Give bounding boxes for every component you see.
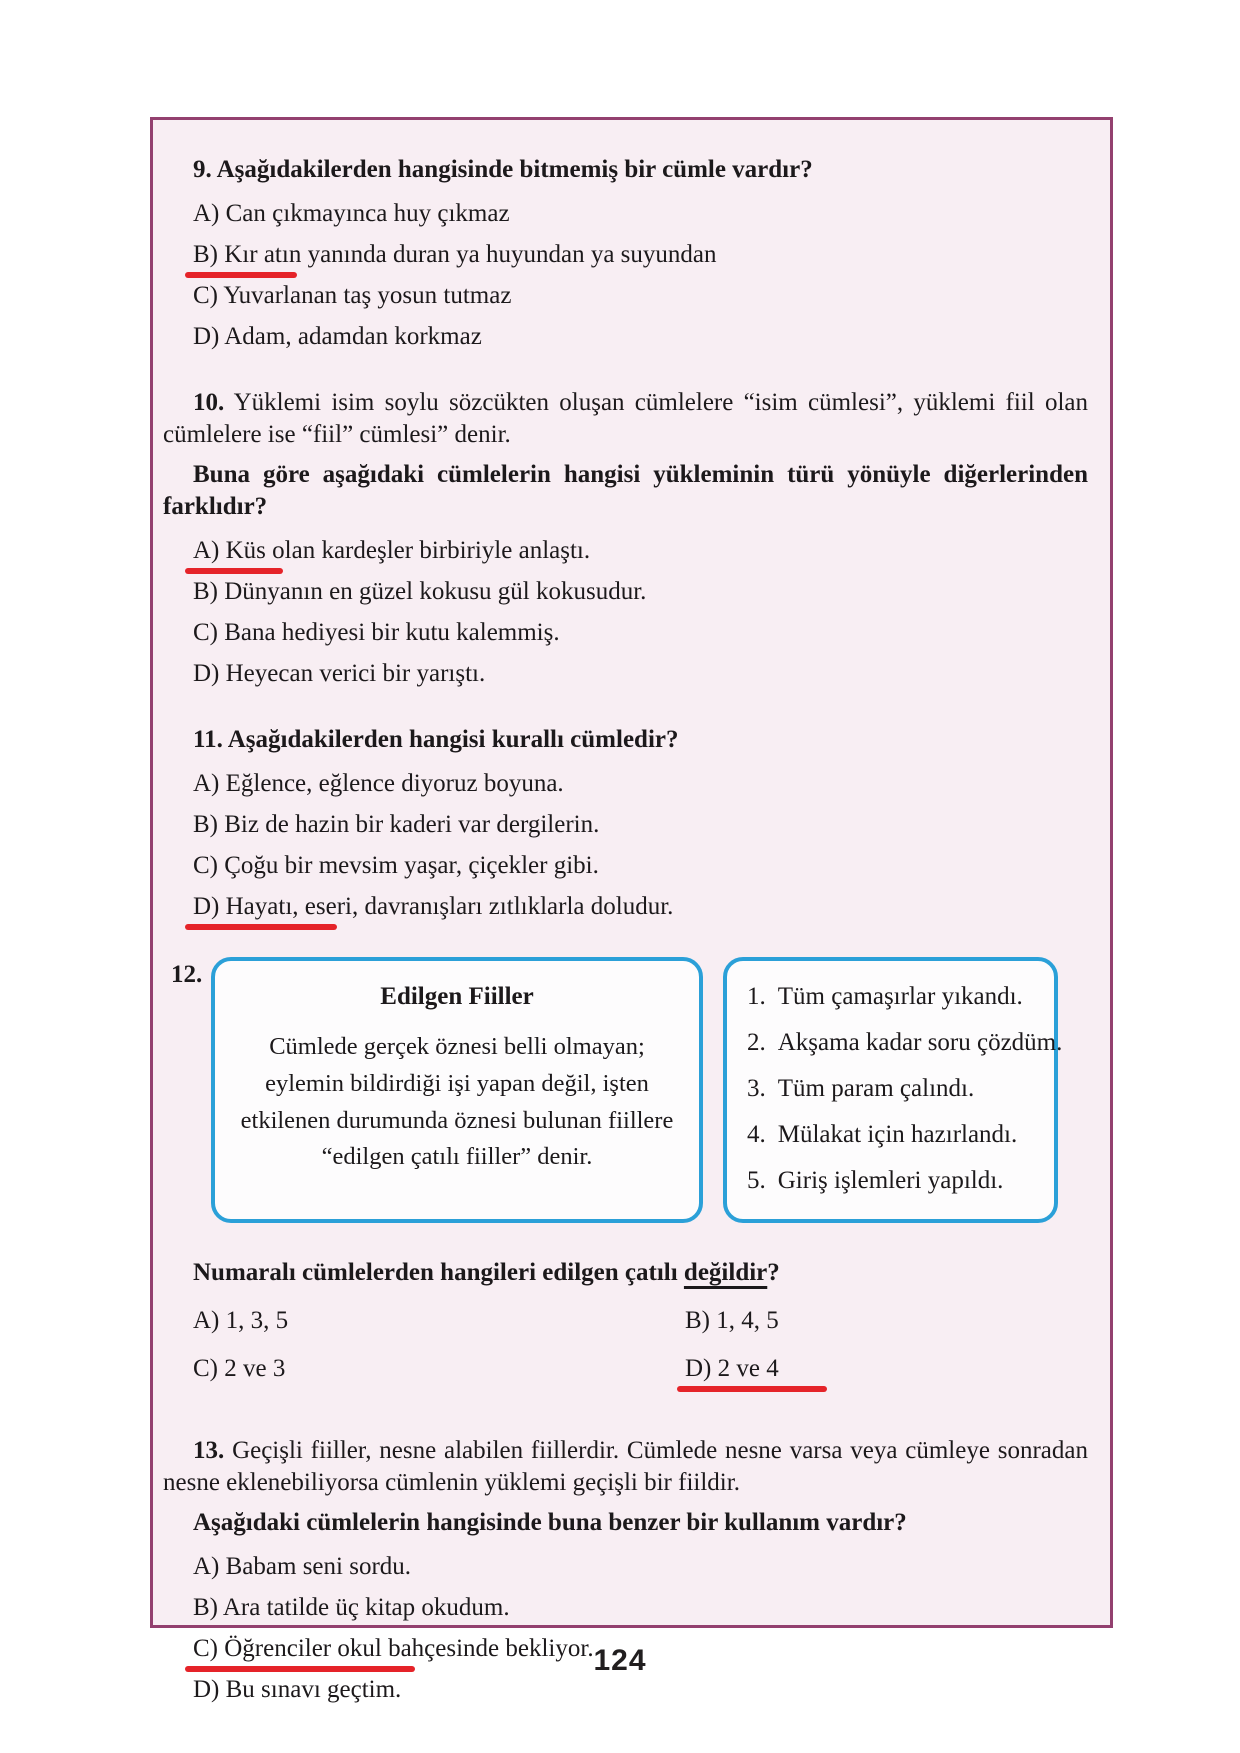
info-box-title: Edilgen Fiiller xyxy=(380,983,534,1010)
sentence-text: Mülakat için hazırlandı. xyxy=(777,1121,1018,1148)
stem-text: Numaralı cümlelerden hangileri edilgen çatılı xyxy=(193,1259,684,1286)
sentence-text: Giriş işlemleri yapıldı. xyxy=(777,1167,1004,1194)
option-text: D) Bu sınavı geçtim. xyxy=(193,1676,402,1703)
question-9-option-c xyxy=(163,280,1088,312)
sentence-number: 4. xyxy=(747,1121,766,1148)
info-box-body: Cümlede gerçek öznesi belli olmayan; eylemin bildirdiği işi yapan değil, işten etkilenen durumunda öznesi bulunan fiillere “edilgen çatılı fiiller” denir. xyxy=(240,1033,674,1171)
page-number: 124 xyxy=(593,1644,647,1677)
sentence-text: Tüm çamaşırlar yıkandı. xyxy=(777,983,1023,1010)
question-13-intro xyxy=(163,1435,1088,1499)
question-10-intro xyxy=(163,387,1088,451)
stem-text: ? xyxy=(767,1259,780,1286)
question-12-option-a xyxy=(163,1305,655,1337)
question-12-options-grid xyxy=(163,1305,1088,1401)
question-12-stem xyxy=(163,1257,1088,1289)
question-11-option-b xyxy=(163,809,1088,841)
sentence-number: 2. xyxy=(747,1029,766,1056)
answer-underline-mark xyxy=(185,568,283,574)
question-12 xyxy=(163,957,1088,1401)
numbered-sentence-4 xyxy=(747,1119,1046,1151)
question-10-stem: Buna göre aşağıdaki cümlelerin hangisi yükleminin türü yönüyle diğerlerinden farklıdır? xyxy=(163,461,1088,520)
answer-underline-mark xyxy=(185,924,337,930)
question-10 xyxy=(163,387,1088,690)
sentence-text: Akşama kadar soru çözdüm. xyxy=(777,1029,1063,1056)
option-text: C) Öğrenciler okul bahçesinde bekliyor. xyxy=(193,1635,594,1662)
option-text: A) Babam seni sordu. xyxy=(193,1553,412,1580)
question-11-option-a xyxy=(163,768,1088,800)
answer-underline-mark xyxy=(185,272,297,278)
question-number: 13. xyxy=(193,1437,225,1464)
sentence-number: 5. xyxy=(747,1167,766,1194)
sentence-number: 3. xyxy=(747,1075,766,1102)
passive-verbs-info-box xyxy=(211,957,703,1223)
question-9-option-a xyxy=(163,198,1088,230)
sentence-text: Tüm param çalındı. xyxy=(777,1075,975,1102)
option-text: B) Dünyanın en güzel kokusu gül kokusudur. xyxy=(193,578,647,605)
intro-text: Geçişli fiiller, nesne alabilen fiillerdir. Cümlede nesne varsa veya cümleye sonradan nesne eklenebiliyorsa cümlenin yüklemi geçişli bir fiildir. xyxy=(163,1437,1089,1496)
question-12-option-b xyxy=(655,1305,1088,1337)
question-11-option-c xyxy=(163,850,1088,882)
option-text: B) Ara tatilde üç kitap okudum. xyxy=(193,1594,510,1621)
option-text: C) Çoğu bir mevsim yaşar, çiçekler gibi. xyxy=(193,852,599,879)
question-10-option-b xyxy=(163,576,1088,608)
option-text: C) Yuvarlanan taş yosun tutmaz xyxy=(193,282,512,309)
question-12-option-c xyxy=(163,1353,655,1385)
numbered-sentence-5 xyxy=(747,1165,1046,1197)
option-text: A) Eğlence, eğlence diyoruz boyuna. xyxy=(193,770,564,797)
numbered-sentence-2 xyxy=(747,1027,1063,1059)
intro-text: Yüklemi isim soylu sözcükten oluşan cümlelere “isim cümlesi”, yüklemi fiil olan cümlelere ise “fiil” cümlesi” denir. xyxy=(163,389,1088,448)
option-text: C) 2 ve 3 xyxy=(193,1355,286,1382)
question-12-option-d xyxy=(655,1353,1088,1385)
option-text: B) Kır atın yanında duran ya huyundan ya suyundan xyxy=(193,241,717,268)
option-text: B) 1, 4, 5 xyxy=(685,1307,779,1334)
option-text: D) Adam, adamdan korkmaz xyxy=(193,323,482,350)
numbered-sentence-3 xyxy=(747,1073,1046,1105)
numbered-sentence-1 xyxy=(747,981,1046,1013)
question-11-option-d xyxy=(163,891,1088,923)
question-10-option-d xyxy=(163,658,1088,690)
option-text: A) 1, 3, 5 xyxy=(193,1307,289,1334)
question-10-option-a xyxy=(163,535,1088,567)
question-13-stem: Aşağıdaki cümlelerin hangisinde buna benzer bir kullanım vardır? xyxy=(193,1509,907,1536)
question-12-boxes xyxy=(163,957,1088,1223)
sentence-number: 1. xyxy=(747,983,766,1010)
answer-underline-mark xyxy=(677,1386,827,1392)
question-number: 10. xyxy=(193,389,225,416)
question-number: 12. xyxy=(171,961,203,988)
question-9-option-d xyxy=(163,321,1088,353)
option-text: C) Bana hediyesi bir kutu kalemmiş. xyxy=(193,619,560,646)
option-text: D) 2 ve 4 xyxy=(685,1355,779,1382)
option-text: A) Can çıkmayınca huy çıkmaz xyxy=(193,200,510,227)
question-11 xyxy=(163,724,1088,923)
question-13-option-d xyxy=(163,1674,1088,1706)
option-text: D) Heyecan verici bir yarıştı. xyxy=(193,660,486,687)
numbered-sentences-box xyxy=(723,957,1063,1223)
option-text: B) Biz de hazin bir kaderi var dergilerin. xyxy=(193,811,600,838)
question-10-option-c xyxy=(163,617,1088,649)
question-9-option-b xyxy=(163,239,1088,271)
option-text: A) Küs olan kardeşler birbiriyle anlaştı. xyxy=(193,537,591,564)
question-9 xyxy=(163,154,1088,353)
question-11-stem: 11. Aşağıdakilerden hangisi kurallı cümledir? xyxy=(193,726,679,753)
stem-underlined-word: değildir xyxy=(683,1259,768,1286)
question-13-option-b xyxy=(163,1592,1088,1624)
question-9-stem: 9. Aşağıdakilerden hangisinde bitmemiş bir cümle vardır? xyxy=(193,156,813,183)
question-13-option-a xyxy=(163,1551,1088,1583)
option-text: D) Hayatı, eseri, davranışları zıtlıklarla doludur. xyxy=(193,893,674,920)
